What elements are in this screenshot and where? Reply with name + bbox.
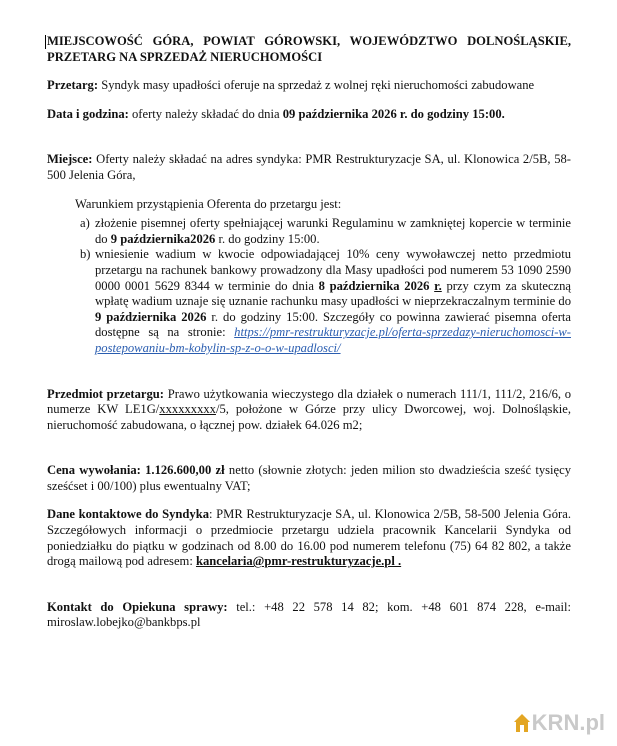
date-label: Data i godzina: (47, 106, 129, 121)
contact-caretaker-paragraph: Kontakt do Opiekuna sprawy: tel.: +48 22 578 14 82; kom. +48 601 874 228, e-mail: miroslaw.lobejko@bankbps.pl (47, 599, 571, 630)
price-paragraph: Cena wywołania: 1.126.600,00 zł netto (słownie złotych: jeden milion sto dwadzieścia sześć tysięcy sześćset i 00/100) plus ewentualny VAT; (47, 463, 571, 493)
contact-syndic-paragraph: Dane kontaktowe do Syndyka: PMR Restrukturyzacje SA, ul. Klonowica 2/5B, 58-500 Jelenia Góra. Szczegółowych informacji o przedmiocie przetargu udziela pracownik Kancelarii Syndyka od poniedziałku do piątku w godzinach od 8.00 do 16.00 pod numerem telefonu (75) 64 82 802, a także drogą mailową pod adresem: kancelaria@pmr-restrukturyzacje.pl . (47, 507, 571, 569)
logo-text: KRN.pl (531, 710, 605, 735)
contact-syndic-label: Dane kontaktowe do Syndyka (47, 507, 210, 522)
condition-a-label: a) (80, 216, 90, 231)
offer-link[interactable]: https://pmr-restrukturyzacje.pl/oferta-sprzedazy-nieruchomosci-w-postepowaniu-bm-kobylin-sp-z-o-o-w-upadlosci/ (95, 325, 571, 355)
date-paragraph (47, 107, 571, 123)
condition-b-date2: 9 października 2026 (95, 309, 207, 324)
house-icon (514, 714, 530, 732)
condition-b-r: r. (434, 278, 442, 293)
przetarg-label: Przetarg: (47, 78, 99, 93)
conditions-intro: Warunkiem przystąpienia Oferenta do przetargu jest: (75, 196, 342, 211)
place-paragraph (47, 152, 571, 183)
contact-caretaker-label: Kontakt do Opiekuna sprawy: (47, 599, 228, 614)
document-heading: MIEJSCOWOŚĆ GÓRA, POWIAT GÓROWSKI, WOJEWÓDZTWO DOLNOŚLĄSKIE, PRZETARG NA SPRZEDAŻ NIERUCHOMOŚCI (47, 34, 571, 64)
email-link[interactable]: kancelaria@pmr-restrukturyzacje.pl . (195, 554, 402, 569)
condition-a: a) złożenie pisemnej oferty spełniającej warunki Regulaminu w zamkniętej kopercie w terminie do 9 października2026 r. do godziny 15:00. (80, 216, 571, 246)
place-label: Miejsce: (47, 152, 93, 167)
condition-a-date: 9 października2026 (110, 231, 216, 246)
przetarg-paragraph (47, 78, 571, 94)
subject-paragraph: Przedmiot przetargu: Prawo użytkowania wieczystego dla działek o numerach 111/1, 111/2, 216/6, o numerze KW LE1G/xxxxxxxxx/5, położone w Górze przy ulicy Dworcowej, woj. Dolnośląskie, nieruchomość zabudowana, o łącznej pow. działek 64.026 m2; (47, 386, 571, 432)
date-deadline: 09 października 2026 r. do godziny 15:00. (282, 106, 505, 121)
condition-b: b) wniesienie wadium w kwocie odpowiadającej 10% ceny wywoławczej netto przedmiotu przetargu na rachunek bankowy prowadzony dla Masy upadłości pod numerem 53 1090 2590 0000 0001 5629 8344 w terminie do dnia 8 października 2026 r. przy czym za skuteczną wpłatę wadium uznaje się uznanie rachunku masy upadłości w nieprzekraczalnym terminie do 9 października 2026 r. do godziny 15:00. Szczegóły co powinna zawierać pisemna oferta dostępne są na stronie: https://pmr-restrukturyzacje.pl/oferta-sprzedazy-nieruchomosci-w-postepowaniu-bm-kobylin-sp-z-o-o-w-upadlosci/ (80, 247, 572, 355)
text-cursor (45, 35, 46, 49)
subject-label: Przedmiot przetargu: (47, 386, 164, 401)
przetarg-text: Syndyk masy upadłości oferuje na sprzedaż z wolnej ręki nieruchomości zabudowane (98, 78, 535, 93)
conditions-list (80, 216, 571, 356)
kw-hidden-number: xxxxxxxxx (159, 402, 216, 417)
place-text: Oferty należy składać na adres syndyka: PMR Restrukturyzacje SA, ul. Klonowica 2/5B, 58-500 Jelenia Góra, (47, 152, 571, 182)
document-page (47, 34, 571, 631)
price-label: Cena wywołania: 1.126.600,00 zł (47, 463, 225, 478)
condition-b-label: b) (80, 247, 91, 262)
condition-b-date1: 8 października 2026 (318, 278, 430, 293)
date-text: oferty należy składać do dnia (128, 106, 283, 121)
krn-logo (514, 710, 605, 736)
